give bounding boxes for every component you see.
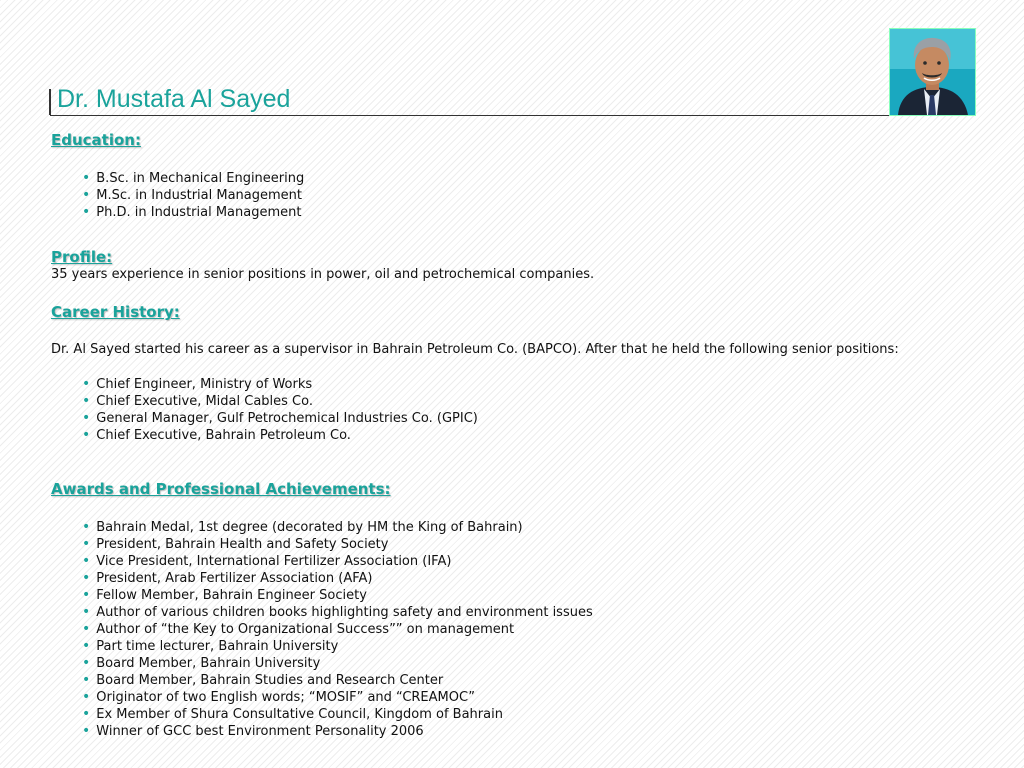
list-item: • President, Bahrain Health and Safety Society xyxy=(82,536,389,552)
list-item: • Part time lecturer, Bahrain University xyxy=(82,638,339,654)
list-item: • Fellow Member, Bahrain Engineer Society xyxy=(82,587,367,603)
page-title: Dr. Mustafa Al Sayed xyxy=(57,85,291,113)
list-item: • General Manager, Gulf Petrochemical Industries Co. (GPIC) xyxy=(82,410,478,426)
bullet-icon: • xyxy=(82,689,91,705)
bullet-icon: • xyxy=(82,553,91,569)
bullet-icon: • xyxy=(82,570,91,586)
portrait-photo xyxy=(889,28,976,116)
bullet-icon: • xyxy=(82,376,91,392)
list-item: • Author of “the Key to Organizational Success”” on management xyxy=(82,621,515,637)
bullet-icon: • xyxy=(82,536,91,552)
list-item: • Chief Executive, Bahrain Petroleum Co. xyxy=(82,427,351,443)
bullet-icon: • xyxy=(82,587,91,603)
list-item: • M.Sc. in Industrial Management xyxy=(82,187,302,203)
bullet-icon: • xyxy=(82,393,91,409)
bullet-icon: • xyxy=(82,655,91,671)
bullet-icon: • xyxy=(82,706,91,722)
list-item: • Chief Executive, Midal Cables Co. xyxy=(82,393,313,409)
career-list xyxy=(82,376,478,444)
bullet-icon: • xyxy=(82,638,91,654)
title-left-tick xyxy=(49,89,51,115)
profile-text: 35 years experience in senior positions in power, oil and petrochemical companies. xyxy=(51,267,595,282)
list-item: • Ph.D. in Industrial Management xyxy=(82,204,302,220)
list-item: • B.Sc. in Mechanical Engineering xyxy=(82,170,305,186)
bullet-icon: • xyxy=(82,204,91,220)
list-item: • President, Arab Fertilizer Association (AFA) xyxy=(82,570,373,586)
education-list xyxy=(82,170,304,221)
profile-heading: Profile: xyxy=(51,248,113,266)
list-item: • Originator of two English words; “MOSIF” and “CREAMOC” xyxy=(82,689,476,705)
career-intro: Dr. Al Sayed started his career as a supervisor in Bahrain Petroleum Co. (BAPCO). After that he held the following senior positions: xyxy=(51,342,899,357)
list-item: • Board Member, Bahrain University xyxy=(82,655,321,671)
bullet-icon: • xyxy=(82,519,91,535)
bullet-icon: • xyxy=(82,410,91,426)
portrait-illustration xyxy=(890,29,975,115)
career-heading: Career History: xyxy=(51,303,180,321)
bullet-icon: • xyxy=(82,170,91,186)
bullet-icon: • xyxy=(82,427,91,443)
list-item: • Author of various children books highlighting safety and environment issues xyxy=(82,604,593,620)
education-heading: Education: xyxy=(51,131,141,149)
bullet-icon: • xyxy=(82,723,91,739)
awards-list xyxy=(82,519,593,740)
list-item: • Bahrain Medal, 1st degree (decorated by HM the King of Bahrain) xyxy=(82,519,523,535)
bullet-icon: • xyxy=(82,672,91,688)
awards-heading: Awards and Professional Achievements: xyxy=(51,480,391,498)
list-item: • Vice President, International Fertilizer Association (IFA) xyxy=(82,553,452,569)
bullet-icon: • xyxy=(82,604,91,620)
list-item: • Ex Member of Shura Consultative Council, Kingdom of Bahrain xyxy=(82,706,503,722)
list-item: • Chief Engineer, Ministry of Works xyxy=(82,376,313,392)
list-item: • Winner of GCC best Environment Personality 2006 xyxy=(82,723,424,739)
bullet-icon: • xyxy=(82,621,91,637)
bullet-icon: • xyxy=(82,187,91,203)
list-item: • Board Member, Bahrain Studies and Research Center xyxy=(82,672,444,688)
